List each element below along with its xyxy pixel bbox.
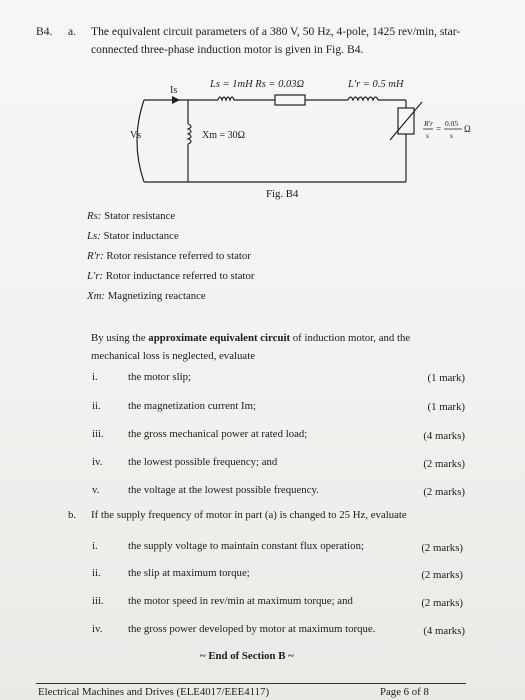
part-b-item-1-numeral: i. bbox=[92, 540, 98, 552]
rotor-inductance-label: L'r = 0.5 mH bbox=[348, 79, 404, 90]
part-b-item-1-text: the supply voltage to maintain constant flux operation; bbox=[128, 540, 364, 552]
stator-current-label: Is bbox=[170, 85, 178, 96]
part-b-intro: If the supply frequency of motor in part (a) is changed to 25 Hz, evaluate bbox=[91, 509, 407, 521]
part-a-item-1-text: the motor slip; bbox=[128, 371, 191, 383]
part-b-item-3-marks: (2 marks) bbox=[421, 597, 463, 609]
part-b-item-4-marks: (4 marks) bbox=[423, 625, 465, 637]
part-a-item-3-text: the gross mechanical power at rated load; bbox=[128, 428, 308, 440]
part-a-item-5-numeral: v. bbox=[92, 484, 100, 496]
part-b-item-4-numeral: iv. bbox=[92, 623, 103, 635]
rotor-value-numerator: 0.05 bbox=[445, 119, 459, 128]
part-a-instruction-line2: mechanical loss is neglected, evaluate bbox=[91, 350, 255, 362]
magnetizing-coil bbox=[188, 124, 191, 144]
rotor-fraction-denominator: s bbox=[426, 131, 429, 140]
rotor-fraction-equals: = bbox=[436, 124, 442, 134]
part-b-item-1-marks: (2 marks) bbox=[421, 542, 463, 554]
rotor-inductance-coil bbox=[348, 97, 378, 100]
rotor-value-unit: Ω bbox=[464, 124, 471, 134]
rotor-value-denominator: s bbox=[450, 131, 453, 140]
part-a-item-2-marks: (1 mark) bbox=[427, 401, 465, 413]
rotor-fraction-numerator: R'r bbox=[424, 119, 434, 128]
question-number: B4. bbox=[36, 25, 53, 38]
legend-item-lr: L'r: Rotor inductance referred to stator bbox=[87, 270, 255, 282]
part-a-item-1-numeral: i. bbox=[92, 371, 98, 383]
part-b-item-4-text: the gross power developed by motor at maximum torque. bbox=[128, 623, 376, 635]
part-a-item-4-numeral: iv. bbox=[92, 456, 103, 468]
part-a-item-3-numeral: iii. bbox=[92, 428, 104, 440]
part-a-letter: a. bbox=[68, 25, 77, 38]
part-b-item-2-marks: (2 marks) bbox=[421, 569, 463, 581]
source-terminal-arc bbox=[137, 100, 144, 182]
part-a-item-2-text: the magnetization current Im; bbox=[128, 400, 257, 412]
part-a-item-5-text: the voltage at the lowest possible frequency. bbox=[128, 484, 319, 496]
part-b-item-3-numeral: iii. bbox=[92, 595, 104, 607]
footer-course: Electrical Machines and Drives (ELE4017/EEE4117) bbox=[38, 686, 270, 698]
part-b-item-2-text: the slip at maximum torque; bbox=[128, 567, 250, 579]
legend-item-rr: R'r: Rotor resistance referred to stator bbox=[87, 250, 251, 262]
current-arrow-icon bbox=[172, 96, 180, 104]
stator-inductance-coil bbox=[218, 97, 234, 100]
end-of-section: ~ End of Section B ~ bbox=[200, 650, 294, 662]
legend-item-ls: Ls: Stator inductance bbox=[87, 230, 179, 242]
part-a-item-3-marks: (4 marks) bbox=[423, 430, 465, 442]
part-a-item-2-numeral: ii. bbox=[92, 400, 101, 412]
footer-page: Page 6 of 8 bbox=[380, 686, 429, 698]
part-a-instruction-line1: By using the approximate equivalent circuit of induction motor, and the bbox=[91, 332, 411, 344]
part-a-item-4-marks: (2 marks) bbox=[423, 458, 465, 470]
equivalent-circuit-diagram bbox=[110, 74, 490, 194]
footer-divider bbox=[36, 683, 466, 684]
question-intro-line2: connected three-phase induction motor is given in Fig. B4. bbox=[91, 43, 364, 56]
part-b-item-2-numeral: ii. bbox=[92, 567, 101, 579]
magnetizing-reactance-label: Xm = 30Ω bbox=[202, 130, 246, 141]
part-a-item-4-text: the lowest possible frequency; and bbox=[128, 456, 278, 468]
legend-item-xm: Xm: Magnetizing reactance bbox=[87, 290, 206, 302]
part-b-item-3-text: the motor speed in rev/min at maximum torque; and bbox=[128, 595, 353, 607]
stator-resistor bbox=[275, 95, 305, 105]
legend-item-rs: Rs: Stator resistance bbox=[87, 210, 176, 222]
question-intro-line1: The equivalent circuit parameters of a 380 V, 50 Hz, 4-pole, 1425 rev/min, star- bbox=[91, 25, 461, 38]
part-a-item-1-marks: (1 mark) bbox=[427, 372, 465, 384]
source-voltage-label: Vs bbox=[130, 130, 142, 141]
part-b-letter: b. bbox=[68, 509, 77, 521]
figure-caption: Fig. B4 bbox=[266, 188, 299, 200]
stator-params-label: Ls = 1mH Rs = 0.03Ω bbox=[210, 79, 305, 90]
part-a-item-5-marks: (2 marks) bbox=[423, 486, 465, 498]
